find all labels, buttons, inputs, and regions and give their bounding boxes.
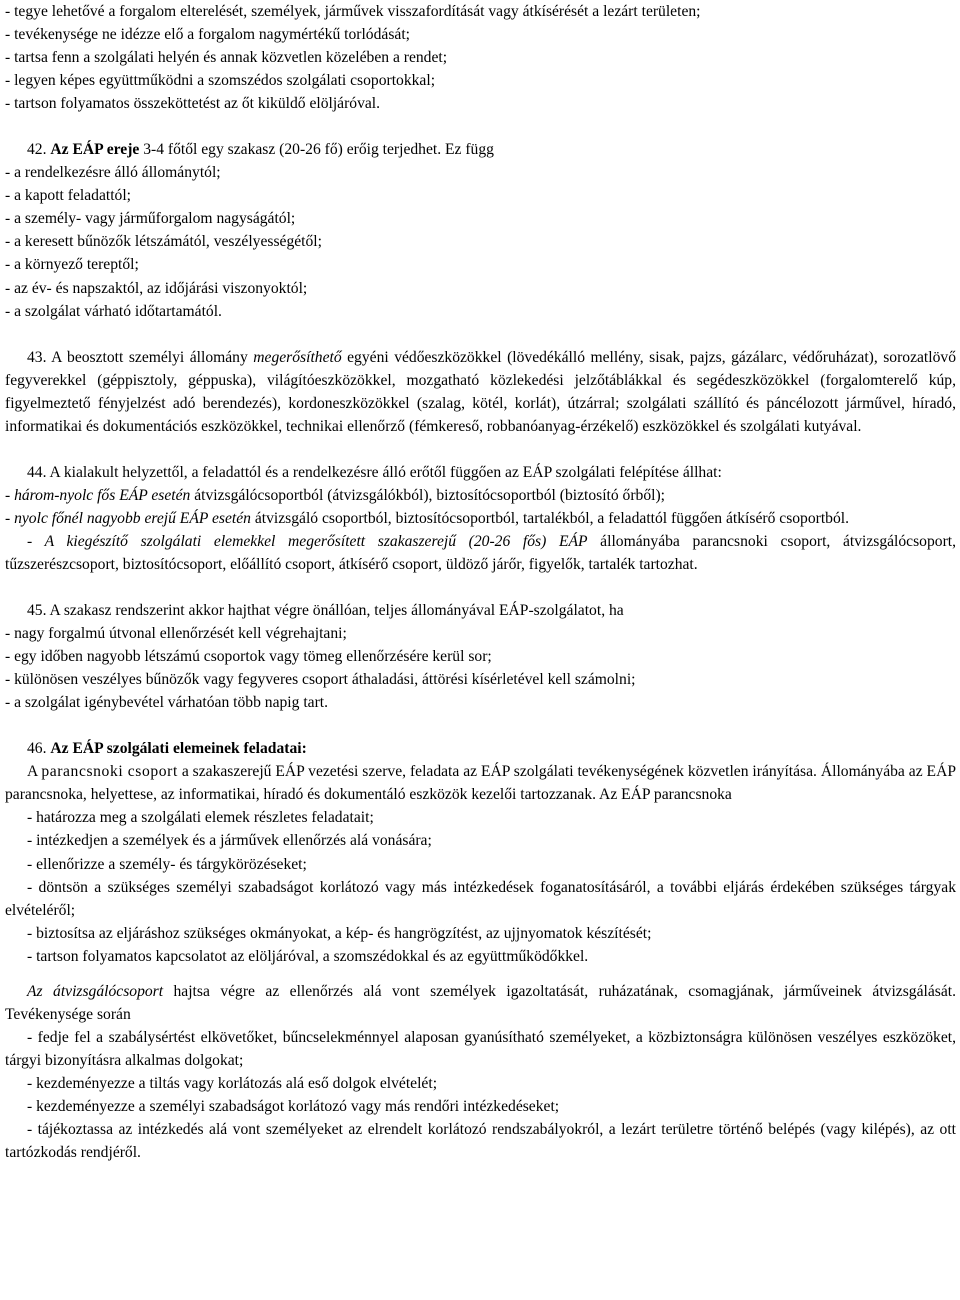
paragraph-text: egyéni védőeszközökkel (lövedékálló mellény, sisak, pajzs, gázálarc, védőruházat), sorozatlövő fegyverekkel (géppisztoly, géppuska), világítóeszközökkel, mozgatható közlekedési jelzőtáblákkal és segédeszközökkel (forgalomterelő kúp, figyelmeztető fényjelzést adó berendezés), kordoneszközökkel (szalag, kötél, korlát), útzárral; szolgálati szállító és páncélozott járművel, híradó, informatikai és dokumentációs eszközökkel, technikai ellenőrző (fémkereső, robbanóanyag-érzékelő) eszközökkel és szolgálati kutyával. xyxy=(5,348,956,435)
paragraph-text: a szakaszerejű EÁP vezetési szerve, feladata az EÁP szolgálati tevékenységének közvetlen irányítása. Állományába az EÁP parancsnoka, helyettese, az informatikai, híradó és dokumentáló eszközök kezelői tartozzanak. Az EÁP parancsnoka xyxy=(5,763,956,804)
list-item-text: átvizsgálócsoportból (átvizsgálókból), biztosítócsoportból (biztosító őrből); xyxy=(190,486,666,504)
list-item-text: - tájékoztassa az intézkedés alá vont személyeket az elrendelt korlátozó rendszabályokról, a lezárt területre történő belépés (vagy kilépés), az ott tartózkodás rendjéről. xyxy=(5,1121,956,1162)
paragraph-italic-term: Az átvizsgálócsoport xyxy=(27,982,164,1000)
spacer xyxy=(5,714,956,737)
list-item: - kezdeményezze a személyi szabadságot korlátozó vagy más rendőri intézkedéseket; xyxy=(27,1097,560,1115)
list-item: - határozza meg a szolgálati elemek részletes feladatait; xyxy=(27,809,374,827)
list-item xyxy=(5,484,956,507)
top-list xyxy=(5,0,956,115)
paragraph-bold-term: Az EÁP ereje xyxy=(50,141,140,159)
list-item: - az év- és napszaktól, az időjárási viszonyoktól; xyxy=(5,279,308,297)
list-item: - a személy- vagy járműforgalom nagyságától; xyxy=(5,210,296,228)
list-item-italic: - A kiegészítő szolgálati elemekkel megerősített szakaszerejű (20-26 fős) EÁP xyxy=(27,532,588,550)
paragraph-italic-term: megerősíthető xyxy=(253,348,342,366)
paragraph-number: 44. xyxy=(27,463,47,481)
spacer xyxy=(5,115,956,138)
list-item xyxy=(5,507,956,530)
paragraph-text: 3-4 főtől egy szakasz (20-26 fő) erőig terjedhet. Ez függ xyxy=(139,141,494,159)
list-item-text: állományába parancsnoki csoport, átvizsgálócsoport, tűzszerészcsoport, biztosítócsoport, előállító csoport, átkísérő csoport, üldöző járőr, figyelők, tartalék tartozhat. xyxy=(5,532,956,573)
paragraph-text: A szakasz rendszerint akkor hajthat végre önállóan, teljes állományával EÁP-szolgálatot, ha xyxy=(46,602,624,620)
paragraph-42 xyxy=(5,138,956,322)
paragraph-45-intro xyxy=(5,599,956,622)
list-item: - a szolgálat igénybevétel várhatóan több napig tart. xyxy=(5,694,329,712)
list-item: - egy időben nagyobb létszámú csoportok vagy tömeg ellenőrzésére kerül sor; xyxy=(5,648,492,666)
list-item-text: - döntsön a szükséges személyi szabadságot korlátozó vagy más intézkedések foganatosításáról, a további eljárás érdekében szükséges tárgyak elvételéről; xyxy=(5,878,956,919)
list-item-italic: - három-nyolc fős EÁP esetén xyxy=(5,486,191,504)
inspection-group-paragraph xyxy=(5,980,956,1026)
spacer xyxy=(5,576,956,599)
list-item: - intézkedjen a személyek és a járművek ellenőrzés alá vonására; xyxy=(27,832,432,850)
paragraph-42-heading xyxy=(5,138,956,161)
list-item xyxy=(5,1026,956,1072)
paragraph-text: A beosztott személyi állomány xyxy=(46,348,254,366)
list-item-text: átvizsgáló csoportból, biztosítócsoportból, tartalékból, a feladattól függően átkísérő csoportból. xyxy=(250,509,849,527)
paragraph-number: 45. xyxy=(27,602,47,620)
list-item: - ellenőrizze a személy- és tárgykörözéseket; xyxy=(27,855,307,873)
list-item: - kezdeményezze a tiltás vagy korlátozás alá eső dolgok elvételét; xyxy=(27,1074,438,1092)
spacer xyxy=(5,438,956,461)
list-item: - tartson folyamatos összeköttetést az őt kiküldő elöljáróval. xyxy=(5,95,381,113)
spacer xyxy=(5,968,956,980)
spacer xyxy=(5,323,956,346)
paragraph-bold-term: Az EÁP szolgálati elemeinek feladatai: xyxy=(50,740,307,758)
paragraph-46-heading xyxy=(5,737,956,760)
paragraph-46 xyxy=(5,737,956,1164)
paragraph-44-intro xyxy=(5,461,956,484)
paragraph-text: A kialakult helyzettől, a feladattól és a rendelkezésre álló erőtől függően az EÁP szolgálati felépítése állhat: xyxy=(46,463,722,481)
list-item: - a környező tereptől; xyxy=(5,256,139,274)
paragraph-44 xyxy=(5,461,956,576)
list-item: - tartsa fenn a szolgálati helyén és annak közvetlen közelében a rendet; xyxy=(5,49,448,67)
paragraph-number: 46. xyxy=(27,740,47,758)
list-item: - különösen veszélyes bűnözők vagy fegyveres csoport áthaladási, áttörési kísérletével kell számolni; xyxy=(5,671,636,689)
list-item: - nagy forgalmú útvonal ellenőrzését kell végrehajtani; xyxy=(5,625,347,643)
paragraph-45 xyxy=(5,599,956,714)
list-item: - a keresett bűnözők létszámától, veszélyességétől; xyxy=(5,233,322,251)
list-item: - a rendelkezésre álló állománytól; xyxy=(5,164,221,182)
paragraph-number: 43. xyxy=(27,348,47,366)
list-item-italic: - nyolc főnél nagyobb erejű EÁP esetén xyxy=(5,509,251,527)
list-item: - tartson folyamatos kapcsolatot az elöljáróval, a szomszédokkal és az együttműködőkkel. xyxy=(27,947,589,965)
list-item: - a kapott feladattól; xyxy=(5,187,131,205)
list-item xyxy=(5,876,956,922)
list-item-text: - fedje fel a szabálysértést elkövetőket, bűncselekménnyel alaposan gyanúsítható személyeket, a közbiztonságra különösen veszélyes eszközöket, tárgyi bizonyításra alkalmas dolgokat; xyxy=(5,1028,956,1069)
list-item: - biztosítsa az eljáráshoz szükséges okmányokat, a kép- és hangrögzítést, az ujjnyomatok készítését; xyxy=(27,924,652,942)
command-group-paragraph xyxy=(5,760,956,806)
list-item xyxy=(5,1118,956,1164)
list-item: - a szolgálat várható időtartamától. xyxy=(5,302,222,320)
spaced-term: parancsnoki csoport xyxy=(41,763,178,781)
paragraph-number: 42. xyxy=(27,141,47,159)
list-item xyxy=(5,530,956,576)
paragraph-text: hajtsa végre az ellenőrzés alá vont személyek igazoltatását, ruházatának, csomagjának, járműveinek átvizsgálását. Tevékenysége során xyxy=(5,982,956,1023)
list-item: - legyen képes együttműködni a szomszédos szolgálati csoportokkal; xyxy=(5,72,436,90)
list-item: - tevékenysége ne idézze elő a forgalom nagymértékű torlódását; xyxy=(5,26,410,44)
paragraph-text: A xyxy=(27,763,42,781)
paragraph-43 xyxy=(5,346,956,438)
list-item: - tegye lehetővé a forgalom elterelését, személyek, járművek visszafordítását vagy átkísérését a lezárt területen; xyxy=(5,3,701,20)
